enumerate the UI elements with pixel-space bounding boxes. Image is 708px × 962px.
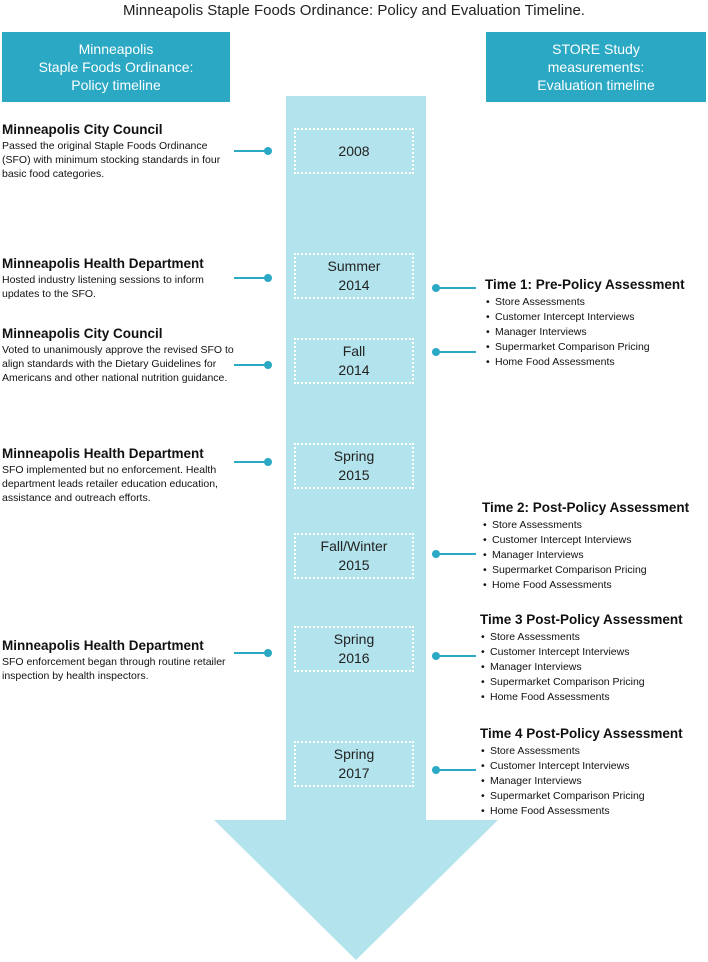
policy-event-title: Minneapolis City Council: [2, 326, 163, 341]
year-box-spring-2017: Spring 2017: [294, 741, 414, 787]
assessment-item: • Customer Intercept Interviews: [480, 645, 705, 660]
evaluation-timeline-header: STORE Study measurements: Evaluation timeline: [486, 32, 706, 102]
connector-line: [436, 769, 476, 771]
year-box-fall-winter-2015: Fall/Winter 2015: [294, 533, 414, 579]
connector-dot: [264, 361, 272, 369]
assessment-block: [482, 499, 707, 593]
assessment-item: • Home Food Assessments: [480, 804, 705, 819]
policy-event-desc: SFO implemented but no enforcement. Health department leads retailer education education, assistance and outreach efforts.: [2, 464, 218, 504]
assessment-item: • Store Assessments: [485, 295, 708, 310]
connector-dot: [264, 147, 272, 155]
connector-line: [234, 652, 268, 654]
policy-event: [2, 121, 234, 181]
policy-event-title: Minneapolis Health Department: [2, 256, 204, 271]
policy-event-title: Minneapolis Health Department: [2, 638, 204, 653]
assessment-item: • Home Food Assessments: [485, 355, 708, 370]
connector-line: [436, 553, 476, 555]
assessment-title: Time 1: Pre-Policy Assessment: [485, 277, 685, 292]
assessment-list: [480, 630, 705, 705]
policy-event-title: Minneapolis City Council: [2, 122, 163, 137]
assessment-item: • Home Food Assessments: [480, 690, 705, 705]
connector-dot: [264, 274, 272, 282]
assessment-title: Time 2: Post-Policy Assessment: [482, 500, 690, 515]
assessment-list: [482, 518, 707, 593]
assessment-item: • Customer Intercept Interviews: [485, 310, 708, 325]
connector-line: [436, 287, 476, 289]
connector-line: [234, 150, 268, 152]
year-box-spring-2016: Spring 2016: [294, 626, 414, 672]
assessment-list: [485, 295, 708, 370]
page-title: Minneapolis Staple Foods Ordinance: Policy and Evaluation Timeline.: [123, 2, 585, 19]
assessment-item: • Supermarket Comparison Pricing: [480, 675, 705, 690]
assessment-item: • Store Assessments: [482, 518, 707, 533]
assessment-block: [485, 276, 708, 370]
assessment-item: • Supermarket Comparison Pricing: [482, 563, 707, 578]
year-box-2008: 2008: [294, 128, 414, 174]
policy-event-desc: SFO enforcement began through routine retailer inspection by health inspectors.: [2, 656, 226, 682]
assessment-item: • Manager Interviews: [480, 774, 705, 789]
assessment-item: • Home Food Assessments: [482, 578, 707, 593]
connector-line: [436, 351, 476, 353]
assessment-item: • Manager Interviews: [485, 325, 708, 340]
policy-event-desc: Passed the original Staple Foods Ordinance (SFO) with minimum stocking standards in four basic food categories.: [2, 140, 221, 180]
policy-event: [2, 255, 234, 301]
assessment-item: • Store Assessments: [480, 630, 705, 645]
policy-event: [2, 325, 234, 385]
assessment-item: • Supermarket Comparison Pricing: [485, 340, 708, 355]
year-box-fall-2014: Fall 2014: [294, 338, 414, 384]
assessment-item: • Supermarket Comparison Pricing: [480, 789, 705, 804]
assessment-title: Time 4 Post-Policy Assessment: [480, 726, 683, 741]
policy-event: [2, 445, 234, 505]
policy-event: [2, 637, 234, 683]
connector-dot: [264, 458, 272, 466]
policy-event-title: Minneapolis Health Department: [2, 446, 204, 461]
connector-dot: [264, 649, 272, 657]
connector-line: [234, 364, 268, 366]
assessment-item: • Customer Intercept Interviews: [482, 533, 707, 548]
policy-event-desc: Voted to unanimously approve the revised SFO to align standards with the Dietary Guidelines for Americans and other national nutrition guidance.: [2, 344, 234, 384]
assessment-item: • Store Assessments: [480, 744, 705, 759]
timeline-arrow-shape: [214, 96, 498, 960]
policy-timeline-header: Minneapolis Staple Foods Ordinance: Policy timeline: [2, 32, 230, 102]
connector-line: [234, 461, 268, 463]
year-box-summer-2014: Summer 2014: [294, 253, 414, 299]
assessment-block: [480, 725, 705, 819]
assessment-block: [480, 611, 705, 705]
policy-event-desc: Hosted industry listening sessions to inform updates to the SFO.: [2, 274, 204, 300]
assessment-item: • Customer Intercept Interviews: [480, 759, 705, 774]
assessment-title: Time 3 Post-Policy Assessment: [480, 612, 683, 627]
assessment-item: • Manager Interviews: [480, 660, 705, 675]
year-box-spring-2015: Spring 2015: [294, 443, 414, 489]
assessment-list: [480, 744, 705, 819]
connector-line: [234, 277, 268, 279]
assessment-item: • Manager Interviews: [482, 548, 707, 563]
connector-line: [436, 655, 476, 657]
